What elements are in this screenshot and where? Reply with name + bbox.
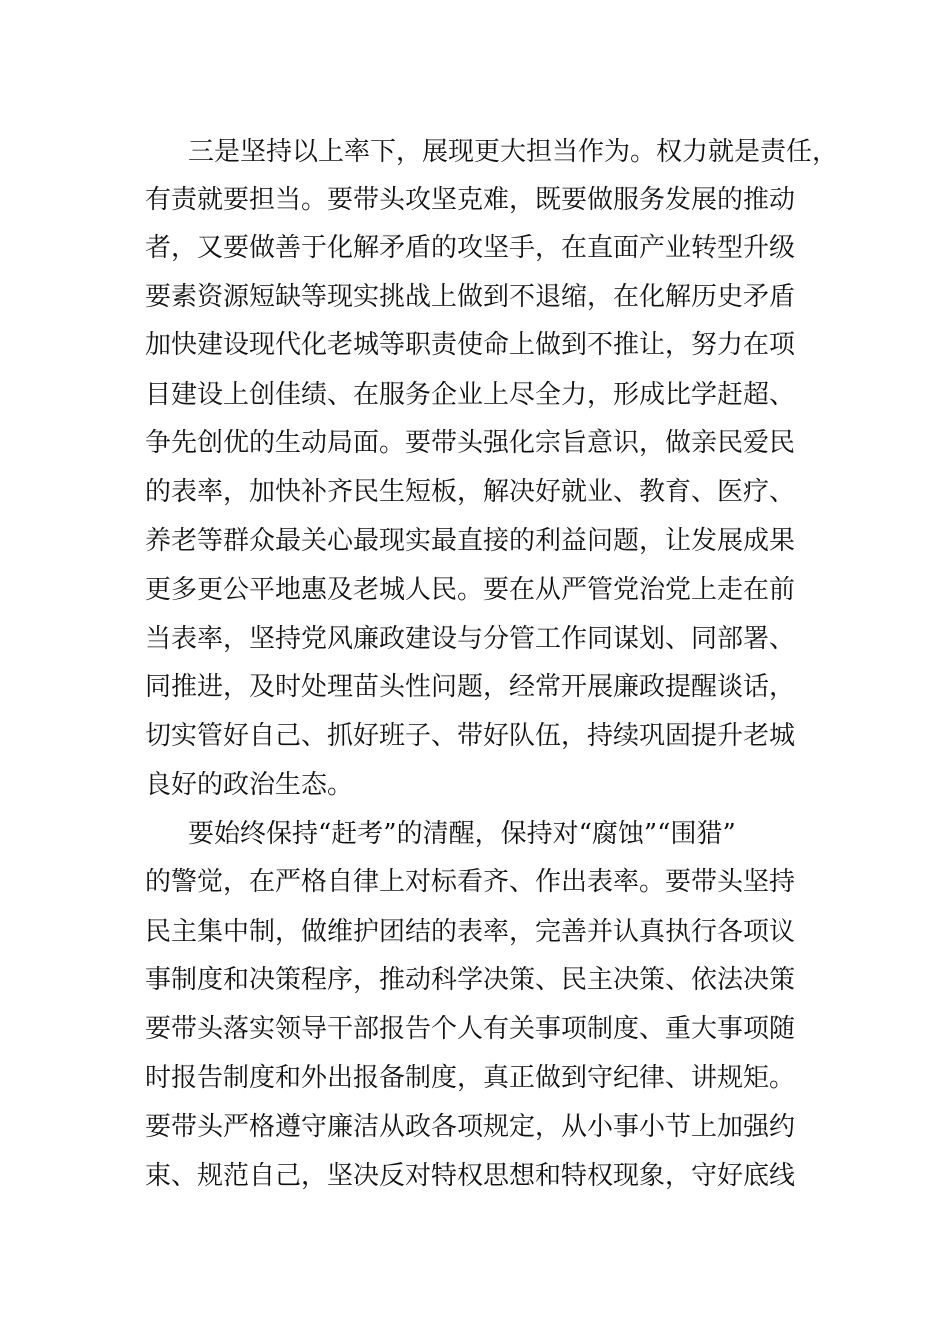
paragraph-2-line-4: 事制度和决策程序，推动科学决策、民主决策、依法决策 <box>145 965 796 995</box>
paragraph-2-line-1: 要始终保持“赶考”的清醒，保持对“腐蚀”“围猎” <box>188 819 736 849</box>
paragraph-1-line-3: 者，又要做善于化解矛盾的攻坚手，在直面产业转型升级 <box>145 233 796 263</box>
paragraph-1-line-12: 同推进，及时处理苗头性问题，经常开展廉政提醒谈话， <box>145 672 796 702</box>
paragraph-1-line-1: 三是坚持以上率下，展现更大担当作为。权力就是责任， <box>188 137 839 167</box>
paragraph-2-line-6: 时报告制度和外出报备制度，真正做到守纪律、讲规矩。 <box>145 1063 796 1093</box>
paragraph-1-line-2: 有责就要担当。要带头攻坚克难，既要做服务发展的推动 <box>145 185 796 215</box>
paragraph-1-line-9: 养老等群众最关心最现实最直接的利益问题，让发展成果 <box>145 526 796 556</box>
paragraph-1-line-10: 更多更公平地惠及老城人民。要在从严管党治党上走在前 <box>145 575 796 605</box>
paragraph-2-line-3: 民主集中制，做维护团结的表率，完善并认真执行各项议 <box>145 917 796 947</box>
paragraph-1-line-13: 切实管好自己、抓好班子、带好队伍，持续巩固提升老城 <box>145 721 796 751</box>
paragraph-1-line-14: 良好的政治生态。 <box>145 770 354 800</box>
paragraph-1-line-6: 目建设上创佳绩、在服务企业上尽全力，形成比学赶超、 <box>145 380 796 410</box>
paragraph-1-line-5: 加快建设现代化老城等职责使命上做到不推让，努力在项 <box>145 330 796 360</box>
paragraph-1-line-8: 的表率，加快补齐民生短板，解决好就业、教育、医疗、 <box>145 477 796 507</box>
paragraph-2-line-5: 要带头落实领导干部报告个人有关事项制度、重大事项随 <box>145 1014 796 1044</box>
paragraph-1-line-4: 要素资源短缺等现实挑战上做到不退缩，在化解历史矛盾 <box>145 282 796 312</box>
paragraph-2-line-2: 的警觉，在严格自律上对标看齐、作出表率。要带头坚持 <box>145 867 796 897</box>
paragraph-1-line-11: 当表率，坚持党风廉政建设与分管工作同谋划、同部署、 <box>145 624 796 654</box>
paragraph-1-line-7: 争先创优的生动局面。要带头强化宗旨意识，做亲民爱民 <box>145 428 796 458</box>
paragraph-2-line-8: 束、规范自己，坚决反对特权思想和特权现象，守好底线 <box>145 1161 796 1191</box>
paragraph-2-line-7: 要带头严格遵守廉洁从政各项规定，从小事小节上加强约 <box>145 1112 796 1142</box>
